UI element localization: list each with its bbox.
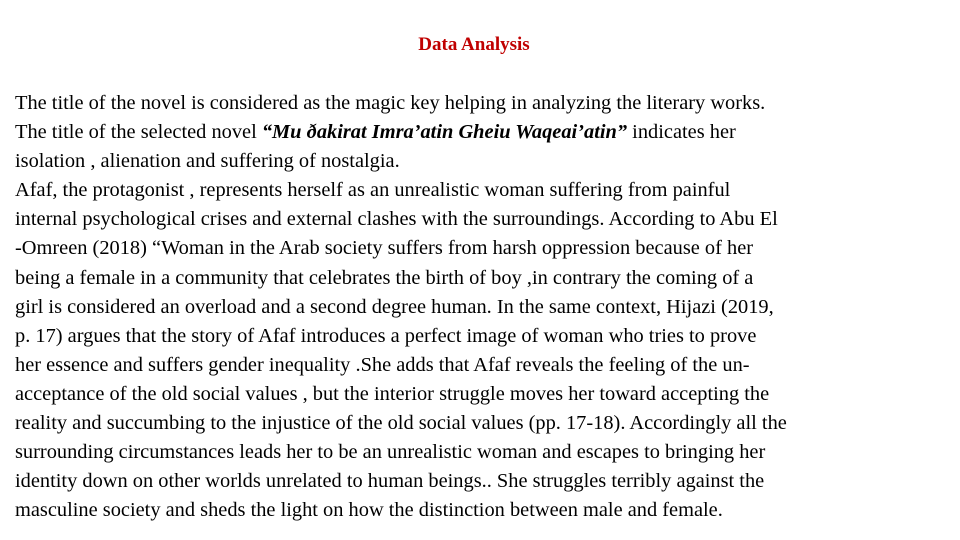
body-line: -Omreen (2018) “Woman in the Arab society suffers from harsh oppression because of her: [15, 237, 754, 260]
body-line: masculine society and sheds the light on how the distinction between male and female.: [15, 499, 723, 522]
body-line: surrounding circumstances leads her to be an unrealistic woman and escapes to bringing her: [15, 441, 766, 464]
novel-title: “Mu ðakirat Imra’atin Gheiu Waqeai’atin”: [261, 121, 628, 144]
body-line-segment: The title of the selected novel: [15, 121, 262, 144]
body-line: reality and succumbing to the injustice of the old social values (pp. 17-18). Accordingly all the: [15, 412, 787, 435]
body-line: girl is considered an overload and a second degree human. In the same context, Hijazi (2019,: [15, 295, 774, 318]
body-line: being a female in a community that celebrates the birth of boy ,in contrary the coming of a: [15, 266, 754, 289]
body-line: acceptance of the old social values , but the interior struggle moves her toward accepting the: [15, 382, 770, 405]
body-text: [15, 89, 945, 525]
body-line: Afaf, the protagonist , represents herself as an unrealistic woman suffering from painful: [15, 179, 731, 202]
body-line: isolation , alienation and suffering of nostalgia.: [15, 150, 400, 173]
body-line: identity down on other worlds unrelated to human beings.. She struggles terribly against the: [15, 470, 765, 493]
body-line: The title of the novel is considered as the magic key helping in analyzing the literary works.: [15, 92, 766, 114]
body-line: p. 17) argues that the story of Afaf introduces a perfect image of woman who tries to prove: [15, 324, 757, 347]
slide-title: Data Analysis: [418, 34, 530, 55]
body-line: [15, 118, 945, 147]
body-line-segment: indicates her: [627, 121, 736, 144]
body-line: internal psychological crises and external clashes with the surroundings. According to Abu El: [15, 208, 778, 231]
body-line: her essence and suffers gender inequality .She adds that Afaf reveals the feeling of the un-: [15, 353, 750, 376]
